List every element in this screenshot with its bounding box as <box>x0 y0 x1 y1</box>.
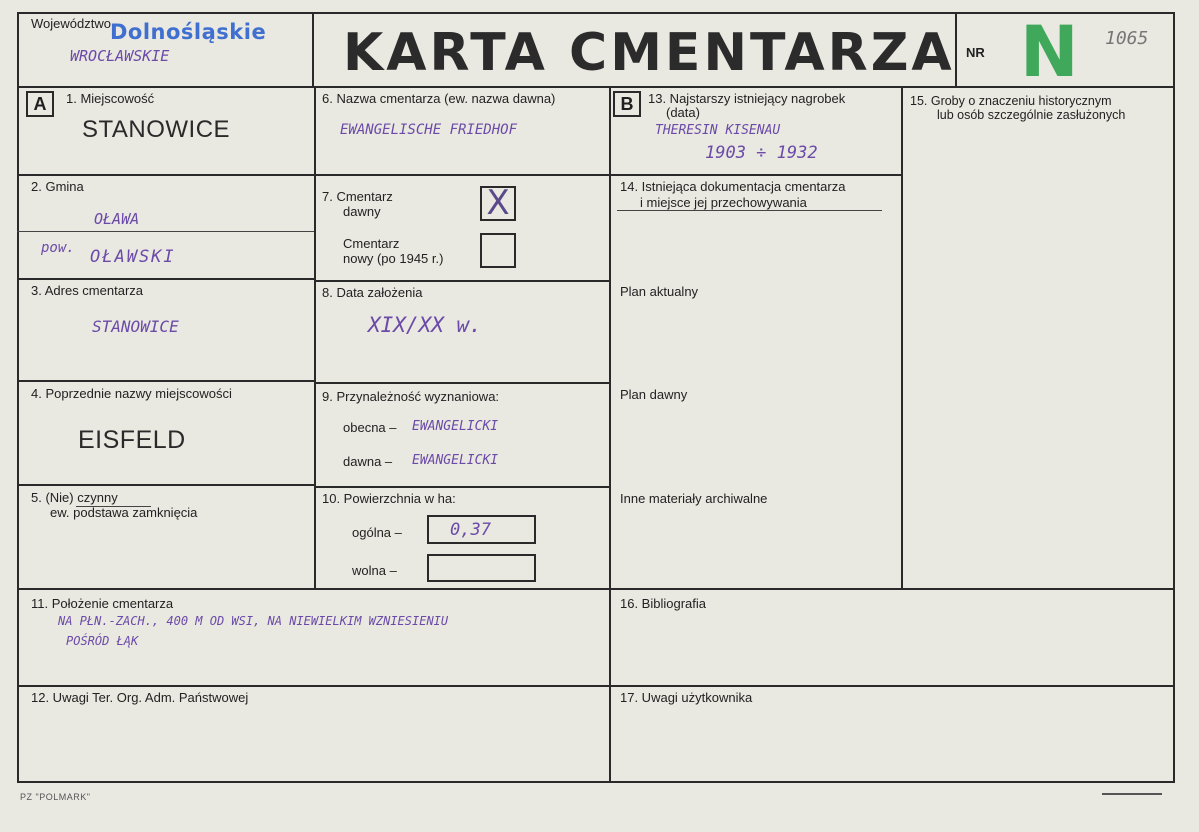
f10-ogolna-value: 0,37 <box>450 520 491 540</box>
f5-label-line1: 5. (Nie) czynny <box>31 490 118 505</box>
f14-label-line2: i miejsce jej przechowywania <box>640 195 807 210</box>
row-divider-c2-1 <box>314 174 609 176</box>
f2-value: OŁAWA <box>94 210 140 228</box>
col-divider-3 <box>901 86 903 588</box>
f11-label: 11. Położenie cmentarza <box>31 596 174 611</box>
f9-dawna-value: EWANGELICKI <box>412 453 499 468</box>
f13-label-line2: (data) <box>666 105 700 120</box>
f10-label: 10. Powierzchnia w ha: <box>322 491 456 506</box>
f7-dawny: dawny <box>343 204 381 219</box>
wojewodztwo-handwritten: WROCŁAWSKIE <box>70 47 170 65</box>
f9-obecna-label: obecna – <box>343 420 397 435</box>
f10-ogolna-label: ogólna – <box>352 525 402 540</box>
f2-pow-label: pow. <box>41 240 75 256</box>
row-divider-bottom-1 <box>17 588 1175 590</box>
f15-label-line2: lub osób szczególnie zasłużonych <box>937 108 1126 122</box>
f13-label-line1: 13. Najstarszy istniejący nagrobek <box>648 91 846 106</box>
header-right-divider <box>955 12 957 86</box>
f9-obecna-value: EWANGELICKI <box>412 419 499 434</box>
row-divider-a3 <box>17 380 314 382</box>
f17-label: 17. Uwagi użytkownika <box>620 690 753 705</box>
f6-value: EWANGELISCHE FRIEDHOF <box>340 122 518 138</box>
f4-label: 4. Poprzednie nazwy miejscowości <box>31 386 232 401</box>
f8-label: 8. Data założenia <box>322 285 423 300</box>
f10-wolna-label: wolna – <box>352 563 397 578</box>
printer-imprint: PZ "POLMARK" <box>20 792 91 802</box>
f1-label: 1. Miejscowość <box>66 91 155 106</box>
f11-value-line2: POŚRÓD ŁĄK <box>66 634 139 648</box>
f14-label-line1: 14. Istniejąca dokumentacja cmentarza <box>620 179 846 194</box>
f7-label: 7. Cmentarz <box>322 189 393 204</box>
row-divider-c2-4 <box>314 486 609 488</box>
row-divider-c2-2 <box>314 280 609 282</box>
gmina-subline <box>17 231 314 232</box>
f6-label: 6. Nazwa cmentarza (ew. nazwa dawna) <box>322 91 556 106</box>
section-a-letter: A <box>26 91 54 117</box>
inne-materialy-label: Inne materiały archiwalne <box>620 491 768 506</box>
f1-value: STANOWICE <box>82 116 231 143</box>
row-divider-c2-3 <box>314 382 609 384</box>
f14-underline <box>617 210 882 211</box>
nr-label: NR <box>966 45 985 60</box>
col-divider-1 <box>314 86 316 588</box>
plan-dawny-label: Plan dawny <box>620 387 688 402</box>
f13-value-line2: 1903 ÷ 1932 <box>705 143 818 163</box>
f3-label: 3. Adres cmentarza <box>31 283 143 298</box>
row-divider-c3-1 <box>609 174 901 176</box>
f16-label: 16. Bibliografia <box>620 596 706 611</box>
f4-value: EISFELD <box>78 426 186 454</box>
f15-label-line1: 15. Groby o znaczeniu historycznym <box>910 94 1112 108</box>
f12-label: 12. Uwagi Ter. Org. Adm. Państwowej <box>31 690 249 705</box>
f10-wolna-box <box>427 554 536 582</box>
f9-dawna-label: dawna – <box>343 454 393 469</box>
footer-mark <box>1102 793 1162 795</box>
f9-label: 9. Przynależność wyznaniowa: <box>322 389 500 404</box>
nr-marker-letter: N <box>1020 11 1079 93</box>
f5-label-line2: ew. podstawa zamknięcia <box>50 505 198 520</box>
row-divider-a1 <box>17 174 314 176</box>
header-left-divider <box>312 12 314 86</box>
row-divider-a4 <box>17 484 314 486</box>
f7-nowy-checkbox <box>480 233 516 268</box>
row-divider-bottom-2 <box>17 685 1175 687</box>
row-divider-a2 <box>17 278 314 280</box>
f13-value-line1: THERESIN KISENAU <box>655 123 781 138</box>
section-b-letter: B <box>613 91 641 117</box>
wojewodztwo-stamp: Dolnośląskie <box>110 20 267 44</box>
page-title: KARTA CMENTARZA <box>343 23 955 83</box>
f11-value-line1: NA PŁN.-ZACH., 400 M OD WSI, NA NIEWIELKIM WZNIESIENIU <box>58 614 449 628</box>
f7-nowy-line1: Cmentarz <box>343 236 400 251</box>
nr-number: 1065 <box>1105 28 1149 49</box>
f8-value: XIX/XX w. <box>368 313 482 337</box>
wojewodztwo-label: Województwo <box>31 16 111 31</box>
f3-value: STANOWICE <box>92 317 179 336</box>
plan-aktualny-label: Plan aktualny <box>620 284 699 299</box>
col-divider-2 <box>609 86 611 783</box>
f2-pow-value: OŁAWSKI <box>90 247 176 267</box>
header-divider <box>17 86 1175 88</box>
f2-label: 2. Gmina <box>31 179 84 194</box>
f7-dawny-mark: X <box>486 183 510 223</box>
f7-nowy-line2: nowy (po 1945 r.) <box>343 251 444 266</box>
